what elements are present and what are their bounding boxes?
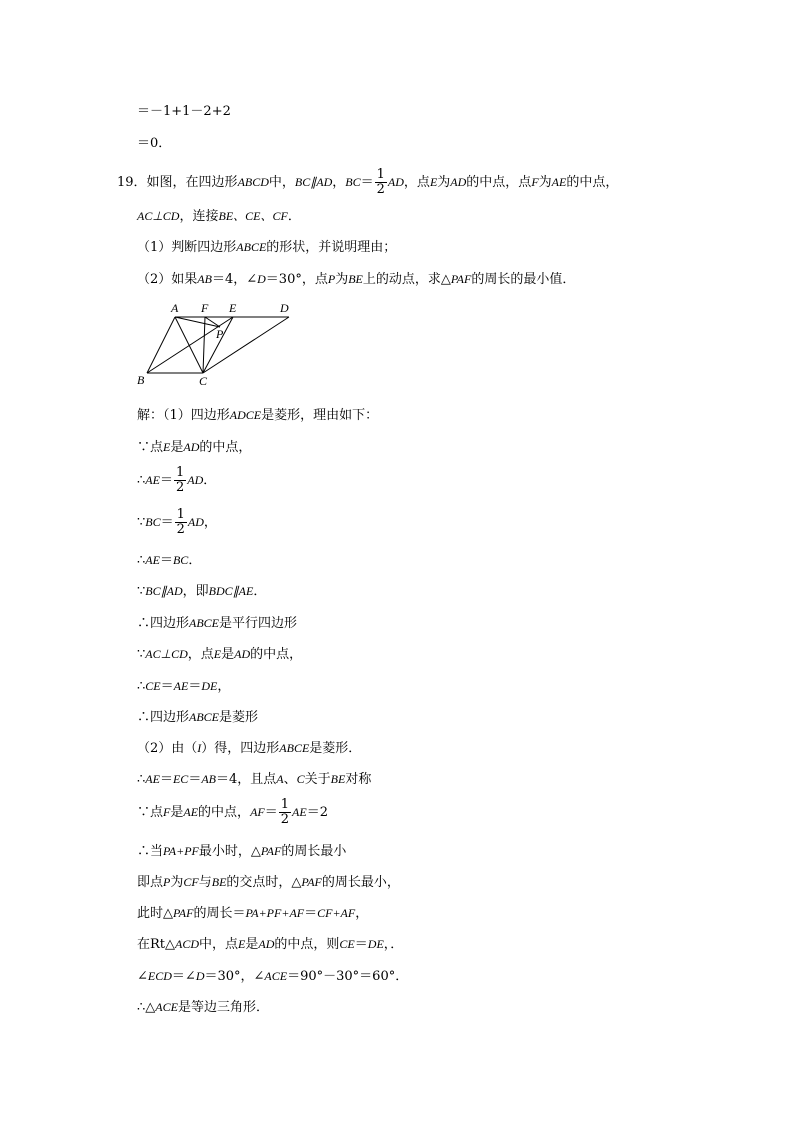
label-A: A [171, 301, 179, 315]
solution-line-13: ∵点F是AE的中点，AF＝ $\frac{1}{2}$ AE＝2 [137, 797, 328, 827]
prev-line-1: ＝－1+1－2+2 [137, 104, 231, 119]
solution-line-1: 解：（1）四边形ADCE是菱形，理由如下： [137, 408, 379, 423]
solution-line-16: 此时△PAF的周长＝PA+PF+AF＝CF+AF， [137, 906, 369, 921]
solution-line-3: ∴AE＝ $\frac{1}{2}$ AD． [137, 465, 217, 495]
segment-CF [203, 317, 205, 373]
solution-line-18: ∠ECD＝∠D＝30°，∠ACE＝90°－30°＝60°． [137, 969, 409, 984]
label-D: D [280, 301, 289, 315]
label-C: C [199, 374, 208, 388]
solution-line-11: （2）由（I）得，四边形ABCE是菱形． [137, 741, 362, 756]
segment-BE [147, 317, 233, 373]
segment-AB [147, 317, 175, 373]
solution-line-6: ∵BC∥AD，即BDC∥AE． [137, 584, 267, 599]
label-F: F [201, 301, 209, 315]
q19-part-1: （1）判断四边形ABCE的形状，并说明理由； [137, 240, 397, 255]
solution-line-8: ∵AC⊥CD，点E是AD的中点， [137, 647, 303, 662]
segment-AC [175, 317, 203, 373]
q19-line-2: AC⊥CD，连接BE、CE、CF． [137, 209, 301, 224]
label-E: E [229, 301, 237, 315]
fraction: $\frac{1}{2}$ [280, 797, 290, 827]
solution-line-5: ∴AE＝BC． [137, 553, 202, 568]
solution-line-2: ∵点E是AD的中点， [137, 440, 252, 455]
prev-line-2: ＝0． [137, 136, 172, 151]
fraction: $\frac{1}{2}$ [176, 507, 185, 537]
solution-line-7: ∴四边形ABCE是平行四边形 [137, 616, 298, 631]
label-B: B [137, 373, 145, 387]
solution-line-15: 即点P为CF与BE的交点时，△PAF的周长最小， [137, 875, 400, 890]
segment-CD [203, 317, 289, 373]
geometry-figure [130, 298, 305, 390]
solution-line-19: ∴△ACE是等边三角形． [137, 1000, 269, 1015]
solution-line-14: ∴当PA+PF最小时，△PAF的周长最小 [137, 844, 347, 859]
fraction: $\frac{1}{2}$ [175, 465, 185, 495]
fraction: $\frac{1}{2}$ [376, 167, 385, 197]
solution-line-10: ∴四边形ABCE是菱形 [137, 710, 259, 725]
q19-part-2: （2）如果AB＝4，∠D＝30°，点P为BE上的动点，求△PAF的周长的最小值． [137, 272, 576, 287]
solution-line-12: ∴AE＝EC＝AB＝4，且点A、C关于BE对称 [137, 772, 372, 787]
solution-line-17: 在Rt△ACD中，点E是AD的中点，则CE＝DE，． [137, 937, 404, 952]
solution-line-9: ∴CE＝AE＝DE， [137, 679, 231, 694]
label-P: P [216, 327, 224, 341]
q19-line-1: 19．如图，在四边形ABCD中，BC∥AD，BC＝ $\frac{1}{2}$ AD，点E为AD的中点，点F为AE的中点， [117, 167, 619, 197]
solution-line-4: ∵BC＝ $\frac{1}{2}$ AD， [137, 507, 217, 537]
